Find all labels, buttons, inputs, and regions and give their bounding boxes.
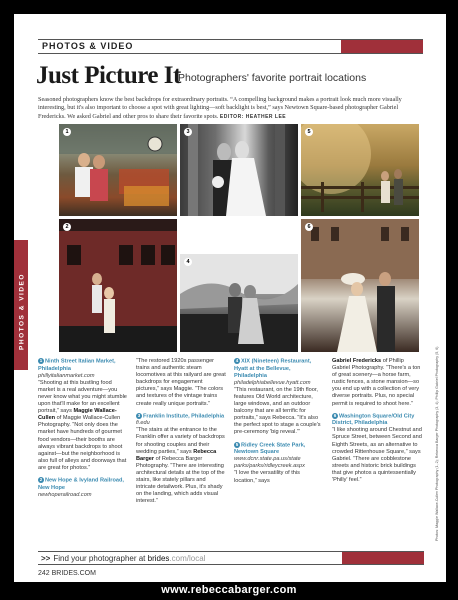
entry-number-badge: 4: [235, 358, 239, 363]
editor-credit: EDITOR: HEATHER LEE: [219, 113, 287, 120]
entry-3: [136, 413, 226, 506]
entry-number-badge: 6: [333, 412, 337, 418]
photo-franklin-art: [180, 124, 298, 216]
entry-location: New Hope & Ivyland Railroad, New Hope: [38, 477, 124, 491]
photographer-name: Rebecca Barger: [136, 448, 217, 462]
intro-text: Seasoned photographers know the best backdrops for extraordinary portraits. “A compelling background makes a portrait look much more visually interesting, but it's also important to choose a spot with great lighting—soft backlight is best,” says Newtown Square-based photographer Gabriel Fredericks. We asked Gabriel and other pros to share their favorite spots.: [38, 96, 402, 120]
magazine-page: [14, 14, 446, 582]
photo-number: 6: [305, 223, 313, 231]
entry-url: phillyitalianmarket.com: [38, 372, 95, 379]
photo-railroad-art: [59, 219, 177, 352]
find-url-brand[interactable]: brides: [147, 554, 170, 563]
photo-washington-art: [301, 219, 419, 352]
entry-location: Franklin Institute, Philadelphia: [143, 413, 225, 420]
entry-location: Ridley Creek State Park, Newtown Square: [234, 442, 306, 456]
entry-text: “Shooting at this bustling food market is a real adventure—you never know what you might stumble upon that'll make for an excellent portrait,” says: [38, 379, 127, 415]
page-subtitle: Photographers' favorite portrait locations: [178, 72, 367, 84]
column-4: [332, 358, 422, 489]
entry-text: “This restaurant, on the 19th floor, features Old World architecture, large windows, and an outdoor balcony that are all terrific for portraits,” says Rebecca. “It's also the perfect spot to stage a couple's pre-ceremony 'big reveal.'”: [234, 386, 321, 436]
entry-url: philadelphiabellevue.hyatt.com: [234, 379, 311, 386]
photo-number: 5: [305, 128, 313, 136]
photographer-name: Gabriel Fredericks: [332, 358, 382, 364]
page-title: Just Picture It: [36, 62, 181, 89]
section-label: PHOTOS & VIDEO: [42, 41, 134, 51]
section-accent-block: [341, 40, 423, 53]
section-header-bar: [38, 39, 423, 54]
find-photographer-text: [41, 554, 205, 563]
entry-5: [234, 442, 324, 485]
photo-number: 2: [63, 223, 71, 231]
photographer-name: Maggie Wallace-Cullen: [38, 408, 117, 422]
arrows-icon: >>: [41, 554, 51, 563]
photo-number: 4: [184, 258, 192, 266]
entry-text: “I love the versatility of this location,” says: [234, 470, 300, 484]
entry-text: of Rebecca Barger Photography. “There are interesting architectural details at the top of the stairs, like stately pillars and intricate detailwork. Plus, it's shady on the landing, which adds visual interest.”: [136, 455, 225, 505]
entry-2: [38, 477, 128, 499]
find-url-path[interactable]: .com/local: [169, 554, 206, 563]
find-photographer-bar: [38, 551, 424, 565]
photo-number: 3: [184, 128, 192, 136]
entry-6: [332, 413, 422, 484]
photo-xix-art: [180, 254, 298, 352]
column-2: [136, 358, 226, 510]
column-3: [234, 358, 324, 490]
find-bar-accent: [342, 552, 424, 564]
entry-text: “The restored 1920s passenger trains and authentic steam locomotives at this railyard are great backdrops for engagement pictures,” says Maggie. “The colors and textures of the vintage trains create really unique portraits.”: [136, 358, 226, 407]
photo-ridley-art: [301, 124, 419, 216]
entry-location: Ninth Street Italian Market, Philadelphia: [38, 358, 116, 372]
photo-italian-market-art: [59, 124, 177, 216]
entry-number-badge: 1: [39, 358, 43, 363]
intro-paragraph: [38, 96, 424, 121]
section-side-tab: [14, 240, 28, 370]
photo-italian-market: [59, 124, 177, 216]
photo-number: 1: [63, 128, 71, 136]
entry-location: Washington Square/Old City District, Philadelphia: [332, 413, 415, 427]
page-folio: 242 BRIDES.COM: [38, 570, 96, 577]
photo-xix-restaurant: [180, 254, 298, 352]
column-1: [38, 358, 128, 504]
photo-franklin-institute: [180, 124, 298, 216]
entry-url: www.dcnr.state.pa.us/state parks/parks/ridleycreek.aspx: [234, 456, 305, 470]
photo-railroad: [59, 219, 177, 352]
photo-credits-text: Photos: Maggie Wallace-Cullen Photography (1, 2); Rebecca Barger Photography (3, 4); Phillip Gabriel Photography (5, 6): [435, 346, 439, 541]
entry-2-body: [136, 358, 226, 408]
photo-ridley-creek: [301, 124, 419, 216]
photo-washington-square: [301, 219, 419, 352]
side-tab-label: PHOTOS & VIDEO: [18, 273, 26, 350]
entry-text: of Phillip Gabriel Photography. “There's a ton of great scenery—a horse farm, rustic fences, a stone mansion—so you end up with a collection of very diverse portraits. Plus, no special permit is required to shoot here.”: [332, 358, 421, 407]
entry-text: “I like shooting around Chestnut and Spruce Street, between Second and Eighth Streets, as an alternative to crowded Rittenhouse Square,” says Gabriel. “There are cobblestone streets and historic brick buildings that give photos a quintessentially 'Philly' feel.”: [332, 427, 422, 483]
entry-number-badge: 2: [39, 477, 43, 482]
find-label: Find your photographer at: [53, 554, 146, 563]
entry-url: newhoperailroad.com: [38, 491, 92, 498]
entry-text: “The stairs at the entrance to the Franklin offer a variety of backdrops for shooting couples and their wedding parties,” says: [136, 427, 225, 455]
entry-location: XIX (Nineteen) Restaurant, Hyatt at the Bellevue, Philadelphia: [234, 358, 312, 379]
entry-number-badge: 3: [137, 412, 141, 418]
entry-4: [234, 358, 324, 437]
photo-credits: [432, 346, 439, 544]
entry-number-badge: 5: [235, 441, 239, 447]
entry-text: of Maggie Wallace-Cullen Photography. “Not only does the market have hundreds of gourmet food vendors—their booths are always vibrant backdrops to shoot against—but the neighborhood is also full of alleys and doorways that are great for photos.”: [38, 415, 127, 471]
watermark-url: www.rebeccabarger.com: [161, 584, 297, 596]
article-columns: [38, 358, 424, 548]
entry-1: [38, 358, 128, 472]
entry-url: fi.edu: [136, 420, 150, 427]
entry-5-cont: [332, 358, 422, 408]
